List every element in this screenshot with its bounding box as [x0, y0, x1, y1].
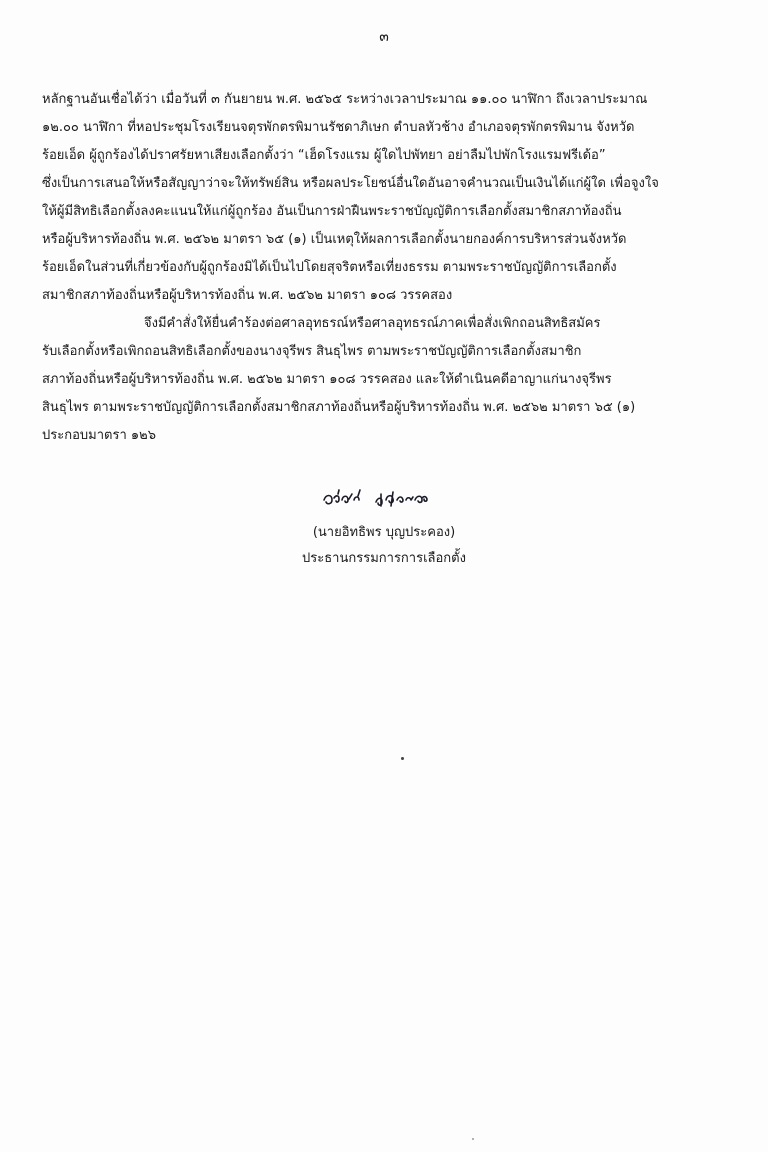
scan-speck — [401, 757, 404, 760]
paragraph-line: ๑๒.๐๐ นาฬิกา ที่หอประชุมโรงเรียนจตุรพักตรพิมานรัชดาภิเษก ตำบลหัวช้าง อำเภอจตุรพักตรพิมาน จังหวัด — [42, 120, 635, 135]
paragraph-line: หลักฐานอันเชื่อได้ว่า เมื่อวันที่ ๓ กันยายน พ.ศ. ๒๕๖๕ ระหว่างเวลาประมาณ ๑๑.๐๐ นาฬิกา ถึงเวลาประมาณ — [42, 92, 648, 107]
paragraph-line: ให้ผู้มีสิทธิเลือกตั้งลงคะแนนให้แก่ผู้ถูกร้อง อันเป็นการฝ่าฝืนพระราชบัญญัติการเลือกตั้งสมาชิกสภาท้องถิ่น — [42, 204, 622, 219]
paragraph-line: ร้อยเอ็ดในส่วนที่เกี่ยวข้องกับผู้ถูกร้องมิได้เป็นไปโดยสุจริตหรือเที่ยงธรรม ตามพระราชบัญญัติการเลือกตั้ง — [42, 260, 617, 275]
handwritten-signature — [318, 480, 458, 514]
paragraph-line: รับเลือกตั้งหรือเพิกถอนสิทธิเลือกตั้งของนางจุรีพร สินธุไพร ตามพระราชบัญญัติการเลือกตั้งสมาชิก — [42, 344, 582, 359]
page-number: ๓ — [379, 29, 389, 45]
paragraph-line: สภาท้องถิ่นหรือผู้บริหารท้องถิ่น พ.ศ. ๒๕๖๒ มาตรา ๑๐๘ วรรคสอง และให้ดำเนินคดีอาญาแก่นางจุรีพร — [42, 372, 612, 387]
paragraph-evidence — [42, 86, 732, 310]
paragraph-line: ร้อยเอ็ด ผู้ถูกร้องได้ปราศรัยหาเสียงเลือกตั้งว่า “เฮ็ดโรงแรม ผู้ใดไปพัทยา อย่าลืมไปพักโรงแรมฟรีเด้อ” — [42, 148, 606, 163]
paragraph-line: ประกอบมาตรา ๑๒๖ — [42, 428, 156, 443]
scan-speck — [472, 1138, 474, 1140]
paragraph-line: สมาชิกสภาท้องถิ่นหรือผู้บริหารท้องถิ่น พ.ศ. ๒๕๖๒ มาตรา ๑๐๘ วรรคสอง — [42, 288, 453, 303]
signer-name: (นายอิทธิพร บุญประคอง) — [312, 525, 456, 540]
paragraph-line: จึงมีคำสั่งให้ยื่นคำร้องต่อศาลอุทธรณ์หรือศาลอุทธรณ์ภาคเพื่อสั่งเพิกถอนสิทธิสมัคร — [144, 316, 601, 331]
paragraph-order — [42, 310, 732, 450]
paragraph-line: สินธุไพร ตามพระราชบัญญัติการเลือกตั้งสมาชิกสภาท้องถิ่นหรือผู้บริหารท้องถิ่น พ.ศ. ๒๕๖๒ มาตรา ๖๕ (๑) — [42, 400, 636, 415]
paragraph-line: ซึ่งเป็นการเสนอให้หรือสัญญาว่าจะให้ทรัพย์สิน หรือผลประโยชน์อื่นใดอันอาจคำนวณเป็นเงินได้แก่ผู้ใด เพื่อจูงใจ — [42, 176, 659, 191]
signer-title: ประธานกรรมการการเลือกตั้ง — [302, 551, 466, 566]
paragraph-line: หรือผู้บริหารท้องถิ่น พ.ศ. ๒๕๖๒ มาตรา ๖๕ (๑) เป็นเหตุให้ผลการเลือกตั้งนายกองค์การบริหารส่วนจังหวัด — [42, 232, 627, 247]
